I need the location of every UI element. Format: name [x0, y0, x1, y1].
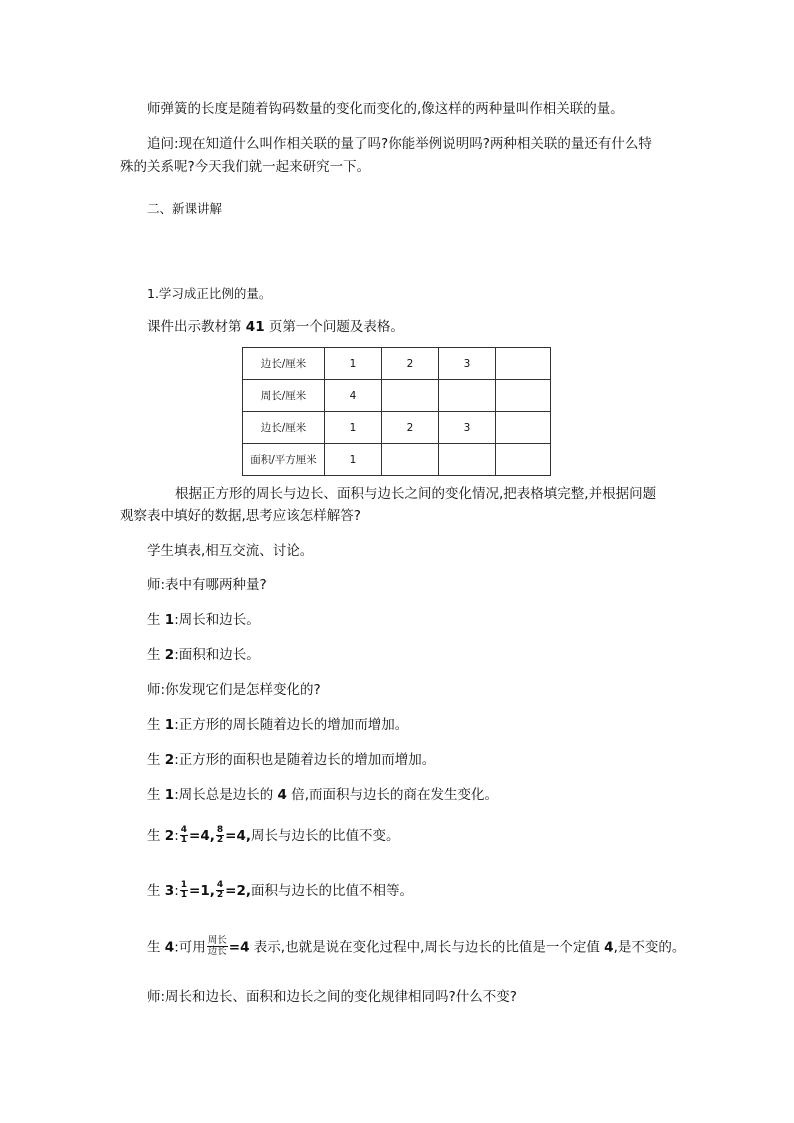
table-cell [496, 444, 551, 476]
fraction [180, 826, 188, 845]
table-cell [439, 444, 496, 476]
table-cell: 1 [325, 348, 382, 380]
paragraph-followup-line2: 殊的关系呢?今天我们就一起来研究一下。 [120, 159, 371, 175]
table-cell: 2 [382, 412, 439, 444]
fraction [180, 881, 188, 900]
table-cell: 4 [325, 380, 382, 412]
equation-result: =4, [189, 828, 215, 844]
equation-result: =4 [228, 939, 250, 956]
table-cell [496, 348, 551, 380]
table-cell [382, 380, 439, 412]
equation-result: =2, [225, 883, 251, 899]
speaker-label: 生 [147, 787, 165, 803]
fraction-denominator: 边长 [207, 946, 227, 957]
fraction [216, 881, 224, 900]
speaker-number: 2 [164, 647, 175, 663]
paragraph-student1-answer2 [147, 715, 408, 735]
speaker-label: 生 [147, 612, 165, 628]
constant-number: 4 [604, 939, 614, 956]
table-row-header: 边长/厘米 [243, 412, 325, 444]
speaker-number: 4 [164, 939, 175, 956]
fraction-denominator: 1 [180, 889, 188, 900]
data-table [242, 347, 551, 476]
fraction-denominator: 2 [216, 889, 224, 900]
table-row [243, 412, 551, 444]
answer-text: :正方形的面积也是随着边长的增加而增加。 [174, 752, 436, 768]
paragraph-students-fill: 学生填表,相互交流、讨论。 [147, 543, 314, 559]
paragraph-student1-answer1 [147, 610, 260, 630]
fraction [216, 826, 224, 845]
fraction-denominator: 2 [216, 834, 224, 845]
answer-text: 表示,也就是说在变化过程中,周长与边长的比值是一个定值 [249, 939, 605, 956]
paragraph-student4-answer [147, 937, 685, 958]
fraction-numerator: 1 [180, 879, 188, 890]
speaker-label: 生 [147, 717, 165, 733]
subsection-heading: 1.学习成正比例的量。 [147, 286, 272, 301]
paragraph-teacher-question2: 师:你发现它们是怎样变化的? [147, 682, 321, 698]
paragraph-followup-line1: 追问:现在知道什么叫作相关联的量了吗?你能举例说明吗?两种相关联的量还有什么特 [147, 136, 652, 152]
section-heading: 二、新课讲解 [147, 201, 223, 216]
answer-text: 周长与边长的比值不变。 [250, 828, 400, 844]
answer-text: :面积和边长。 [174, 647, 260, 663]
answer-text: 面积与边长的比值不相等。 [250, 883, 413, 899]
paragraph-student1-answer3 [147, 785, 498, 805]
fraction-numerator: 4 [180, 824, 188, 835]
answer-text: :周长总是边长的 [174, 787, 278, 803]
speaker-label: 生 [147, 647, 165, 663]
table-cell [496, 412, 551, 444]
equation-result: =1, [189, 883, 215, 899]
table-row-header: 边长/厘米 [243, 348, 325, 380]
paragraph-teacher-spring: 师弹簧的长度是随着钩码数量的变化而变化的,像这样的两种量叫作相关联的量。 [147, 101, 624, 117]
fraction-numerator: 4 [216, 879, 224, 890]
fraction-numerator: 8 [216, 824, 224, 835]
courseware-page-number: 41 [245, 319, 265, 335]
equation-result: =4, [225, 828, 251, 844]
answer-text: :周长和边长。 [174, 612, 260, 628]
speaker-label: 生 [147, 939, 165, 956]
speaker-label: 生 [147, 752, 165, 768]
speaker-number: 1 [164, 787, 175, 803]
speaker-number: 1 [164, 612, 175, 628]
table-cell: 2 [382, 348, 439, 380]
paragraph-student2-answer1 [147, 645, 260, 665]
speaker-label: 生 [147, 828, 165, 844]
fraction-denominator: 1 [180, 834, 188, 845]
table-cell: 3 [439, 348, 496, 380]
table-row [243, 348, 551, 380]
paragraph-student3-answer [147, 881, 413, 901]
table-cell: 1 [325, 412, 382, 444]
table-row-header: 周长/厘米 [243, 380, 325, 412]
fraction [207, 936, 228, 957]
paragraph-courseware [147, 317, 404, 337]
fraction-numerator: 周长 [207, 935, 227, 946]
paragraph-teacher-question3: 师:周长和边长、面积和边长之间的变化规律相同吗?什么不变? [147, 989, 517, 1005]
answer-text-end: ,是不变的。 [613, 939, 686, 956]
courseware-text-end: 页第一个问题及表格。 [264, 319, 404, 335]
speaker-number: 2 [164, 828, 175, 844]
table-cell [496, 380, 551, 412]
table-cell: 3 [439, 412, 496, 444]
answer-text-end: 倍,而面积与边长的商在发生变化。 [286, 787, 499, 803]
answer-text: :可用 [174, 939, 206, 956]
paragraph-teacher-question1: 师:表中有哪两种量? [147, 577, 267, 593]
answer-text: :正方形的周长随着边长的增加而增加。 [174, 717, 409, 733]
speaker-label: 生 [147, 883, 165, 899]
paragraph-instructions-line1: 根据正方形的周长与边长、面积与边长之间的变化情况,把表格填完整,并根据问题 [175, 486, 657, 502]
table-row [243, 444, 551, 476]
paragraph-student2-answer2 [147, 750, 435, 770]
paragraph-instructions-line2: 观察表中填好的数据,思考应该怎样解答? [120, 508, 361, 524]
table-cell [382, 444, 439, 476]
colon: : [174, 883, 179, 899]
colon: : [174, 828, 179, 844]
table-cell: 1 [325, 444, 382, 476]
paragraph-student2-answer3 [147, 826, 399, 846]
speaker-number: 1 [164, 717, 175, 733]
courseware-text: 课件出示教材第 [147, 319, 246, 335]
multiple-number: 4 [277, 787, 287, 803]
speaker-number: 2 [164, 752, 175, 768]
table-cell [439, 380, 496, 412]
speaker-number: 3 [164, 883, 175, 899]
table-row [243, 380, 551, 412]
table-row-header: 面积/平方厘米 [243, 444, 325, 476]
